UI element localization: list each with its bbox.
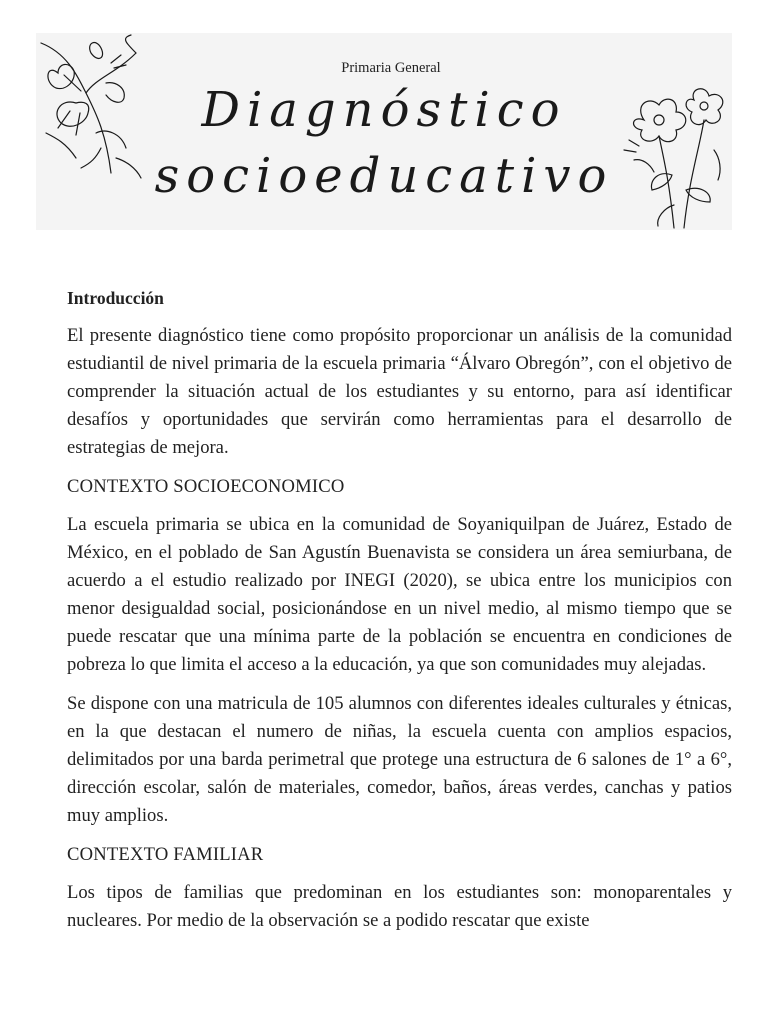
socioeconomic-paragraph-2: Se dispone con una matricula de 105 alumnos con diferentes ideales culturales y étnicas, en la que destacan el numero de niñas, la escuela cuenta con amplios espacios, delimitados por una barda perimetral que protege una estructura de 6 salones de 1° a 6°, dirección escolar, salón de materiales, comedor, baños, áreas verdes, canchas y patios muy amplios. [67,693,732,826]
header-banner [36,33,732,230]
subtitle-primaria-general: Primaria General [341,60,441,76]
title-line-2: socioeducativo [154,148,614,204]
title-line-1: Diagnóstico [201,82,567,138]
intro-heading: Introducción [67,288,164,308]
family-heading: CONTEXTO FAMILIAR [67,844,264,865]
family-paragraph: Los tipos de familias que predominan en los estudiantes son: monoparentales y nucleares. Por medio de la observación se a podido rescatar que existe [67,882,732,931]
intro-paragraph: El presente diagnóstico tiene como propósito proporcionar un análisis de la comunidad estudiantil de nivel primaria de la escuela primaria “Álvaro Obregón”, con el objetivo de comprender la situación actual de los estudiantes y su entorno, para así identificar desafíos y oportunidades que servirán como herramientas para el desarrollo de estrategias de mejora. [67,325,732,458]
floral-blossom-illustration [614,80,732,230]
socioeconomic-paragraph-1: La escuela primaria se ubica en la comunidad de Soyaniquilpan de Juárez, Estado de México, en el poblado de San Agustín Buenavista se considera un área semiurbana, de acuerdo a el estudio realizado por INEGI (2020), se ubica entre los municipios con menor desigualdad social, posicionándose en un nivel medio, al mismo tiempo que se puede rescatar que una mínima parte de la población se encuentra en condiciones de pobreza lo que limita el acceso a la educación, ya que son comunidades muy alejadas. [67,514,732,675]
socioeconomic-heading: CONTEXTO SOCIOECONOMICO [67,476,345,497]
document-body [67,284,732,946]
